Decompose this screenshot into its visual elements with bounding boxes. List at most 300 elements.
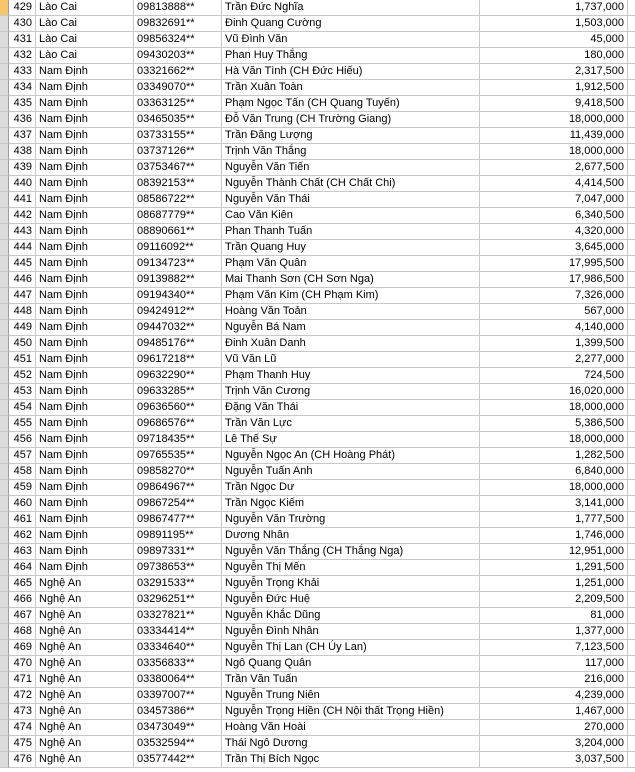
cell-empty[interactable] xyxy=(628,544,635,560)
cell-phone[interactable]: 03532594** xyxy=(134,736,222,752)
cell-phone[interactable]: 03457386** xyxy=(134,704,222,720)
cell-amount[interactable]: 6,340,500 xyxy=(480,208,628,224)
row-header[interactable] xyxy=(0,320,9,336)
cell-province[interactable]: Nam Định xyxy=(36,368,134,384)
table-row[interactable] xyxy=(0,160,635,176)
table-row[interactable] xyxy=(0,640,635,656)
cell-province[interactable]: Nam Định xyxy=(36,240,134,256)
table-row[interactable] xyxy=(0,64,635,80)
cell-stt[interactable]: 450 xyxy=(9,336,36,352)
cell-empty[interactable] xyxy=(628,128,635,144)
cell-phone[interactable]: 03737126** xyxy=(134,144,222,160)
cell-empty[interactable] xyxy=(628,192,635,208)
cell-amount[interactable]: 4,320,000 xyxy=(480,224,628,240)
cell-province[interactable]: Nam Định xyxy=(36,288,134,304)
cell-name[interactable]: Phan Huy Thắng xyxy=(222,48,480,64)
row-header[interactable] xyxy=(0,16,9,32)
cell-empty[interactable] xyxy=(628,688,635,704)
table-row[interactable] xyxy=(0,240,635,256)
cell-name[interactable]: Trần Đăng Lượng xyxy=(222,128,480,144)
table-row[interactable] xyxy=(0,144,635,160)
cell-name[interactable]: Nguyễn Tuấn Anh xyxy=(222,464,480,480)
cell-stt[interactable]: 472 xyxy=(9,688,36,704)
cell-amount[interactable]: 3,645,000 xyxy=(480,240,628,256)
cell-stt[interactable]: 451 xyxy=(9,352,36,368)
cell-province[interactable]: Nam Định xyxy=(36,208,134,224)
cell-province[interactable]: Nam Định xyxy=(36,192,134,208)
table-row[interactable] xyxy=(0,608,635,624)
cell-phone[interactable]: 09447032** xyxy=(134,320,222,336)
cell-amount[interactable]: 1,282,500 xyxy=(480,448,628,464)
cell-amount[interactable]: 7,047,000 xyxy=(480,192,628,208)
cell-stt[interactable]: 433 xyxy=(9,64,36,80)
cell-province[interactable]: Nghệ An xyxy=(36,640,134,656)
table-row[interactable] xyxy=(0,192,635,208)
cell-province[interactable]: Lào Cai xyxy=(36,16,134,32)
cell-amount[interactable]: 270,000 xyxy=(480,720,628,736)
cell-stt[interactable]: 446 xyxy=(9,272,36,288)
cell-amount[interactable]: 3,141,000 xyxy=(480,496,628,512)
table-row[interactable] xyxy=(0,32,635,48)
cell-empty[interactable] xyxy=(628,480,635,496)
row-header[interactable] xyxy=(0,496,9,512)
cell-name[interactable]: Đặng Văn Thái xyxy=(222,400,480,416)
cell-stt[interactable]: 457 xyxy=(9,448,36,464)
cell-stt[interactable]: 432 xyxy=(9,48,36,64)
cell-name[interactable]: Nguyễn Văn Tiến xyxy=(222,160,480,176)
cell-phone[interactable]: 03753467** xyxy=(134,160,222,176)
cell-stt[interactable]: 463 xyxy=(9,544,36,560)
cell-stt[interactable]: 454 xyxy=(9,400,36,416)
cell-phone[interactable]: 09430203** xyxy=(134,48,222,64)
cell-stt[interactable]: 474 xyxy=(9,720,36,736)
row-header[interactable] xyxy=(0,656,9,672)
cell-amount[interactable]: 7,326,000 xyxy=(480,288,628,304)
cell-name[interactable]: Nguyễn Thị Lan (CH Úy Lan) xyxy=(222,640,480,656)
cell-stt[interactable]: 476 xyxy=(9,752,36,768)
row-header[interactable] xyxy=(0,480,9,496)
cell-name[interactable]: Vũ Văn Lũ xyxy=(222,352,480,368)
cell-province[interactable]: Nam Định xyxy=(36,144,134,160)
cell-province[interactable]: Nghệ An xyxy=(36,656,134,672)
cell-name[interactable]: Phạm Thanh Huy xyxy=(222,368,480,384)
cell-stt[interactable]: 445 xyxy=(9,256,36,272)
cell-empty[interactable] xyxy=(628,736,635,752)
cell-stt[interactable]: 443 xyxy=(9,224,36,240)
cell-amount[interactable]: 1,467,000 xyxy=(480,704,628,720)
cell-stt[interactable]: 437 xyxy=(9,128,36,144)
row-header[interactable] xyxy=(0,288,9,304)
cell-stt[interactable]: 453 xyxy=(9,384,36,400)
cell-phone[interactable]: 09139882** xyxy=(134,272,222,288)
cell-stt[interactable]: 439 xyxy=(9,160,36,176)
cell-empty[interactable] xyxy=(628,400,635,416)
cell-name[interactable]: Trần Thị Bích Ngọc xyxy=(222,752,480,768)
cell-amount[interactable]: 81,000 xyxy=(480,608,628,624)
row-header[interactable] xyxy=(0,592,9,608)
table-row[interactable] xyxy=(0,480,635,496)
row-header[interactable] xyxy=(0,112,9,128)
cell-amount[interactable]: 4,414,500 xyxy=(480,176,628,192)
table-row[interactable] xyxy=(0,48,635,64)
table-row[interactable] xyxy=(0,80,635,96)
table-row[interactable] xyxy=(0,576,635,592)
cell-name[interactable]: Trần Văn Tuấn xyxy=(222,672,480,688)
row-header[interactable] xyxy=(0,160,9,176)
cell-province[interactable]: Nam Định xyxy=(36,352,134,368)
cell-empty[interactable] xyxy=(628,448,635,464)
cell-empty[interactable] xyxy=(628,112,635,128)
cell-name[interactable]: Trịnh Văn Thắng xyxy=(222,144,480,160)
cell-stt[interactable]: 444 xyxy=(9,240,36,256)
cell-amount[interactable]: 11,439,000 xyxy=(480,128,628,144)
cell-amount[interactable]: 1,912,500 xyxy=(480,80,628,96)
cell-name[interactable]: Thái Ngô Dương xyxy=(222,736,480,752)
cell-province[interactable]: Nam Định xyxy=(36,512,134,528)
cell-empty[interactable] xyxy=(628,576,635,592)
row-header[interactable] xyxy=(0,752,9,768)
cell-name[interactable]: Hoàng Văn Toản xyxy=(222,304,480,320)
table-row[interactable] xyxy=(0,96,635,112)
cell-phone[interactable]: 03356833** xyxy=(134,656,222,672)
row-header[interactable] xyxy=(0,128,9,144)
cell-empty[interactable] xyxy=(628,336,635,352)
cell-phone[interactable]: 03334640** xyxy=(134,640,222,656)
cell-empty[interactable] xyxy=(628,0,635,16)
cell-empty[interactable] xyxy=(628,384,635,400)
cell-name[interactable]: Hà Văn Tình (CH Đức Hiếu) xyxy=(222,64,480,80)
cell-amount[interactable]: 1,291,500 xyxy=(480,560,628,576)
cell-phone[interactable]: 08890661** xyxy=(134,224,222,240)
table-row[interactable] xyxy=(0,400,635,416)
table-row[interactable] xyxy=(0,528,635,544)
table-row[interactable] xyxy=(0,224,635,240)
cell-phone[interactable]: 03733155** xyxy=(134,128,222,144)
cell-province[interactable]: Nam Định xyxy=(36,432,134,448)
cell-name[interactable]: Nguyễn Ngọc An (CH Hoàng Phát) xyxy=(222,448,480,464)
cell-amount[interactable]: 16,020,000 xyxy=(480,384,628,400)
cell-stt[interactable]: 468 xyxy=(9,624,36,640)
cell-empty[interactable] xyxy=(628,16,635,32)
cell-amount[interactable]: 2,677,500 xyxy=(480,160,628,176)
cell-province[interactable]: Nam Định xyxy=(36,176,134,192)
cell-stt[interactable]: 429 xyxy=(9,0,36,16)
cell-phone[interactable]: 09632290** xyxy=(134,368,222,384)
row-header[interactable] xyxy=(0,720,9,736)
cell-phone[interactable]: 03465035** xyxy=(134,112,222,128)
table-row[interactable] xyxy=(0,432,635,448)
cell-empty[interactable] xyxy=(628,752,635,768)
cell-amount[interactable]: 216,000 xyxy=(480,672,628,688)
cell-amount[interactable]: 2,277,000 xyxy=(480,352,628,368)
row-header[interactable] xyxy=(0,304,9,320)
cell-phone[interactable]: 03291533** xyxy=(134,576,222,592)
table-row[interactable] xyxy=(0,592,635,608)
cell-stt[interactable]: 465 xyxy=(9,576,36,592)
row-header[interactable] xyxy=(0,368,9,384)
cell-amount[interactable]: 9,418,500 xyxy=(480,96,628,112)
cell-phone[interactable]: 03349070** xyxy=(134,80,222,96)
row-header[interactable] xyxy=(0,176,9,192)
cell-phone[interactable]: 08392153** xyxy=(134,176,222,192)
cell-name[interactable]: Lê Thế Sự xyxy=(222,432,480,448)
cell-name[interactable]: Phạm Văn Kim (CH Phạm Kim) xyxy=(222,288,480,304)
cell-empty[interactable] xyxy=(628,432,635,448)
cell-empty[interactable] xyxy=(628,240,635,256)
cell-amount[interactable]: 18,000,000 xyxy=(480,400,628,416)
cell-amount[interactable]: 18,000,000 xyxy=(480,432,628,448)
cell-phone[interactable]: 09718435** xyxy=(134,432,222,448)
table-row[interactable] xyxy=(0,448,635,464)
cell-province[interactable]: Nam Định xyxy=(36,336,134,352)
cell-stt[interactable]: 460 xyxy=(9,496,36,512)
cell-province[interactable]: Nam Định xyxy=(36,400,134,416)
cell-province[interactable]: Nam Định xyxy=(36,416,134,432)
cell-stt[interactable]: 431 xyxy=(9,32,36,48)
cell-empty[interactable] xyxy=(628,368,635,384)
cell-amount[interactable]: 1,737,000 xyxy=(480,0,628,16)
cell-province[interactable]: Nam Định xyxy=(36,560,134,576)
table-row[interactable] xyxy=(0,464,635,480)
cell-name[interactable]: Vũ Đình Văn xyxy=(222,32,480,48)
row-header[interactable] xyxy=(0,80,9,96)
cell-phone[interactable]: 09134723** xyxy=(134,256,222,272)
row-header[interactable] xyxy=(0,240,9,256)
cell-empty[interactable] xyxy=(628,640,635,656)
cell-amount[interactable]: 117,000 xyxy=(480,656,628,672)
row-header[interactable] xyxy=(0,352,9,368)
table-row[interactable] xyxy=(0,176,635,192)
cell-name[interactable]: Nguyễn Văn Thắng (CH Thắng Nga) xyxy=(222,544,480,560)
cell-empty[interactable] xyxy=(628,560,635,576)
cell-name[interactable]: Trịnh Văn Cương xyxy=(222,384,480,400)
cell-empty[interactable] xyxy=(628,656,635,672)
cell-empty[interactable] xyxy=(628,352,635,368)
cell-name[interactable]: Nguyễn Trọng Hiền (CH Nội thất Trọng Hiền) xyxy=(222,704,480,720)
cell-phone[interactable]: 09897331** xyxy=(134,544,222,560)
cell-empty[interactable] xyxy=(628,320,635,336)
cell-amount[interactable]: 1,377,000 xyxy=(480,624,628,640)
cell-province[interactable]: Nam Định xyxy=(36,64,134,80)
cell-province[interactable]: Nghệ An xyxy=(36,688,134,704)
cell-phone[interactable]: 09765535** xyxy=(134,448,222,464)
cell-phone[interactable]: 09738653** xyxy=(134,560,222,576)
cell-name[interactable]: Đỗ Văn Trung (CH Trường Giang) xyxy=(222,112,480,128)
cell-stt[interactable]: 442 xyxy=(9,208,36,224)
cell-province[interactable]: Nam Định xyxy=(36,160,134,176)
table-row[interactable] xyxy=(0,512,635,528)
row-header[interactable] xyxy=(0,400,9,416)
cell-stt[interactable]: 475 xyxy=(9,736,36,752)
cell-phone[interactable]: 09424912** xyxy=(134,304,222,320)
cell-stt[interactable]: 467 xyxy=(9,608,36,624)
cell-empty[interactable] xyxy=(628,624,635,640)
cell-empty[interactable] xyxy=(628,608,635,624)
table-row[interactable] xyxy=(0,352,635,368)
cell-name[interactable]: Phạm Ngọc Tấn (CH Quang Tuyến) xyxy=(222,96,480,112)
row-header[interactable] xyxy=(0,672,9,688)
cell-name[interactable]: Nguyễn Trung Niên xyxy=(222,688,480,704)
cell-empty[interactable] xyxy=(628,224,635,240)
cell-province[interactable]: Nam Định xyxy=(36,112,134,128)
cell-empty[interactable] xyxy=(628,528,635,544)
table-row[interactable] xyxy=(0,416,635,432)
cell-province[interactable]: Nghệ An xyxy=(36,672,134,688)
cell-stt[interactable]: 473 xyxy=(9,704,36,720)
cell-phone[interactable]: 09864967** xyxy=(134,480,222,496)
cell-empty[interactable] xyxy=(628,496,635,512)
cell-phone[interactable]: 09858270** xyxy=(134,464,222,480)
cell-name[interactable]: Đinh Xuân Danh xyxy=(222,336,480,352)
cell-stt[interactable]: 469 xyxy=(9,640,36,656)
cell-empty[interactable] xyxy=(628,672,635,688)
cell-name[interactable]: Nguyễn Khắc Dũng xyxy=(222,608,480,624)
cell-empty[interactable] xyxy=(628,288,635,304)
cell-empty[interactable] xyxy=(628,272,635,288)
cell-stt[interactable]: 466 xyxy=(9,592,36,608)
cell-name[interactable]: Nguyễn Đức Huệ xyxy=(222,592,480,608)
cell-phone[interactable]: 03334414** xyxy=(134,624,222,640)
cell-empty[interactable] xyxy=(628,416,635,432)
cell-stt[interactable]: 447 xyxy=(9,288,36,304)
cell-province[interactable]: Nam Định xyxy=(36,544,134,560)
cell-name[interactable]: Nguyễn Đình Nhân xyxy=(222,624,480,640)
cell-province[interactable]: Nam Định xyxy=(36,224,134,240)
cell-stt[interactable]: 458 xyxy=(9,464,36,480)
row-header[interactable] xyxy=(0,432,9,448)
cell-amount[interactable]: 7,123,500 xyxy=(480,640,628,656)
cell-phone[interactable]: 03577442** xyxy=(134,752,222,768)
row-header[interactable] xyxy=(0,704,9,720)
cell-amount[interactable]: 3,037,500 xyxy=(480,752,628,768)
cell-empty[interactable] xyxy=(628,96,635,112)
row-header[interactable] xyxy=(0,0,9,16)
cell-name[interactable]: Phạm Văn Quân xyxy=(222,256,480,272)
row-header[interactable] xyxy=(0,416,9,432)
row-header[interactable] xyxy=(0,528,9,544)
cell-phone[interactable]: 03473049** xyxy=(134,720,222,736)
cell-phone[interactable]: 03363125** xyxy=(134,96,222,112)
cell-name[interactable]: Trần Văn Lực xyxy=(222,416,480,432)
cell-phone[interactable]: 09617218** xyxy=(134,352,222,368)
cell-province[interactable]: Nam Định xyxy=(36,128,134,144)
cell-stt[interactable]: 461 xyxy=(9,512,36,528)
cell-name[interactable]: Nguyễn Bá Nam xyxy=(222,320,480,336)
cell-name[interactable]: Nguyễn Trọng Khải xyxy=(222,576,480,592)
cell-province[interactable]: Nam Định xyxy=(36,320,134,336)
cell-province[interactable]: Nghệ An xyxy=(36,704,134,720)
cell-empty[interactable] xyxy=(628,592,635,608)
table-row[interactable] xyxy=(0,112,635,128)
cell-empty[interactable] xyxy=(628,464,635,480)
cell-phone[interactable]: 08687779** xyxy=(134,208,222,224)
table-row[interactable] xyxy=(0,16,635,32)
table-row[interactable] xyxy=(0,304,635,320)
cell-name[interactable]: Dương Nhân xyxy=(222,528,480,544)
cell-phone[interactable]: 09856324** xyxy=(134,32,222,48)
cell-stt[interactable]: 448 xyxy=(9,304,36,320)
cell-name[interactable]: Nguyễn Thị Mến xyxy=(222,560,480,576)
table-row[interactable] xyxy=(0,208,635,224)
cell-phone[interactable]: 09633285** xyxy=(134,384,222,400)
table-row[interactable] xyxy=(0,0,635,16)
cell-name[interactable]: Trần Ngọc Kiếm xyxy=(222,496,480,512)
cell-stt[interactable]: 452 xyxy=(9,368,36,384)
cell-phone[interactable]: 03321662** xyxy=(134,64,222,80)
row-header[interactable] xyxy=(0,272,9,288)
cell-province[interactable]: Nam Định xyxy=(36,80,134,96)
row-header[interactable] xyxy=(0,336,9,352)
cell-amount[interactable]: 5,386,500 xyxy=(480,416,628,432)
row-header[interactable] xyxy=(0,32,9,48)
cell-amount[interactable]: 1,746,000 xyxy=(480,528,628,544)
cell-empty[interactable] xyxy=(628,512,635,528)
cell-phone[interactable]: 03327821** xyxy=(134,608,222,624)
cell-stt[interactable]: 470 xyxy=(9,656,36,672)
table-row[interactable] xyxy=(0,560,635,576)
cell-amount[interactable]: 3,204,000 xyxy=(480,736,628,752)
cell-province[interactable]: Nam Định xyxy=(36,256,134,272)
cell-stt[interactable]: 459 xyxy=(9,480,36,496)
table-row[interactable] xyxy=(0,496,635,512)
row-header[interactable] xyxy=(0,576,9,592)
cell-stt[interactable]: 449 xyxy=(9,320,36,336)
row-header[interactable] xyxy=(0,96,9,112)
cell-name[interactable]: Nguyễn Thành Chất (CH Chất Chi) xyxy=(222,176,480,192)
table-row[interactable] xyxy=(0,336,635,352)
cell-province[interactable]: Nam Định xyxy=(36,384,134,400)
cell-province[interactable]: Nam Định xyxy=(36,496,134,512)
row-header[interactable] xyxy=(0,208,9,224)
row-header[interactable] xyxy=(0,144,9,160)
cell-name[interactable]: Ngô Quang Quân xyxy=(222,656,480,672)
table-row[interactable] xyxy=(0,288,635,304)
table-row[interactable] xyxy=(0,656,635,672)
row-header[interactable] xyxy=(0,224,9,240)
cell-phone[interactable]: 09194340** xyxy=(134,288,222,304)
cell-amount[interactable]: 17,986,500 xyxy=(480,272,628,288)
cell-amount[interactable]: 567,000 xyxy=(480,304,628,320)
cell-amount[interactable]: 2,317,500 xyxy=(480,64,628,80)
cell-amount[interactable]: 18,000,000 xyxy=(480,112,628,128)
cell-province[interactable]: Nghệ An xyxy=(36,592,134,608)
cell-stt[interactable]: 456 xyxy=(9,432,36,448)
cell-amount[interactable]: 12,951,000 xyxy=(480,544,628,560)
table-row[interactable] xyxy=(0,688,635,704)
table-row[interactable] xyxy=(0,752,635,768)
cell-empty[interactable] xyxy=(628,704,635,720)
cell-province[interactable]: Nam Định xyxy=(36,448,134,464)
cell-phone[interactable]: 09867477** xyxy=(134,512,222,528)
cell-stt[interactable]: 462 xyxy=(9,528,36,544)
cell-empty[interactable] xyxy=(628,208,635,224)
cell-amount[interactable]: 1,503,000 xyxy=(480,16,628,32)
cell-amount[interactable]: 1,777,500 xyxy=(480,512,628,528)
table-row[interactable] xyxy=(0,128,635,144)
cell-name[interactable]: Đinh Quang Cường xyxy=(222,16,480,32)
cell-stt[interactable]: 436 xyxy=(9,112,36,128)
cell-province[interactable]: Nghệ An xyxy=(36,736,134,752)
cell-phone[interactable]: 09832691** xyxy=(134,16,222,32)
cell-phone[interactable]: 09116092** xyxy=(134,240,222,256)
cell-province[interactable]: Nam Định xyxy=(36,464,134,480)
cell-amount[interactable]: 2,209,500 xyxy=(480,592,628,608)
cell-stt[interactable]: 434 xyxy=(9,80,36,96)
table-row[interactable] xyxy=(0,384,635,400)
row-header[interactable] xyxy=(0,256,9,272)
cell-stt[interactable]: 440 xyxy=(9,176,36,192)
cell-phone[interactable]: 09485176** xyxy=(134,336,222,352)
